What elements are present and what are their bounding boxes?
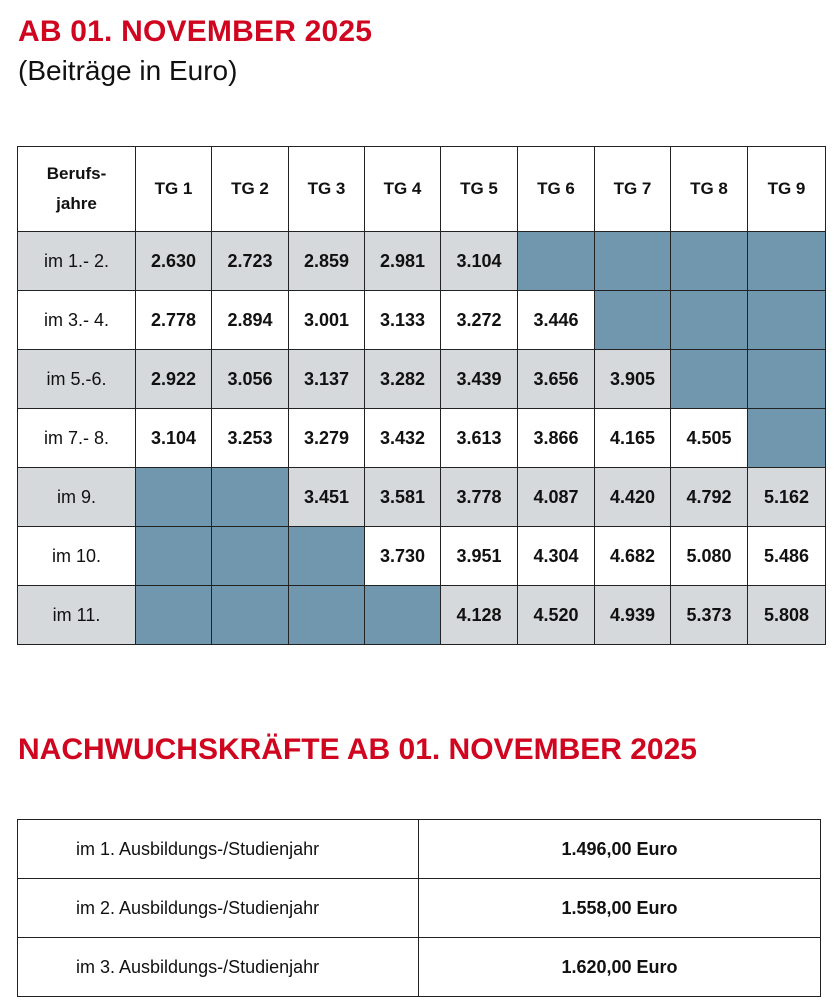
- empty-cell: [365, 586, 441, 645]
- row-label: im 10.: [18, 527, 136, 586]
- header-tg-7: TG 7: [595, 147, 671, 232]
- amount-cell: 2.778: [136, 291, 212, 350]
- amount-cell: 3.613: [441, 409, 518, 468]
- amount-cell: 3.279: [289, 409, 365, 468]
- amount-cell: 4.087: [518, 468, 595, 527]
- header-tg-3: TG 3: [289, 147, 365, 232]
- amount-cell: 3.253: [212, 409, 289, 468]
- empty-cell: [518, 232, 595, 291]
- amount-cell: 4.304: [518, 527, 595, 586]
- amount-cell: 4.520: [518, 586, 595, 645]
- empty-cell: [671, 350, 748, 409]
- amount-cell: 4.939: [595, 586, 671, 645]
- row-label: im 9.: [18, 468, 136, 527]
- empty-cell: [136, 468, 212, 527]
- row-label: im 7.- 8.: [18, 409, 136, 468]
- salary-table: [17, 146, 826, 645]
- trainee-year-label: im 1. Ausbildungs-/Studienjahr: [18, 820, 419, 879]
- amount-cell: 3.446: [518, 291, 595, 350]
- empty-cell: [212, 586, 289, 645]
- amount-cell: 4.505: [671, 409, 748, 468]
- amount-cell: 2.894: [212, 291, 289, 350]
- trainee-amount: 1.620,00 Euro: [419, 938, 821, 997]
- amount-cell: 3.001: [289, 291, 365, 350]
- amount-cell: 3.951: [441, 527, 518, 586]
- amount-cell: 3.272: [441, 291, 518, 350]
- table-row: [18, 350, 826, 409]
- trainee-year-label: im 3. Ausbildungs-/Studienjahr: [18, 938, 419, 997]
- amount-cell: 2.981: [365, 232, 441, 291]
- trainee-table: [17, 819, 821, 997]
- amount-cell: 3.581: [365, 468, 441, 527]
- trainee-year-label: im 2. Ausbildungs-/Studienjahr: [18, 879, 419, 938]
- header-tg-2: TG 2: [212, 147, 289, 232]
- empty-cell: [595, 232, 671, 291]
- amount-cell: 5.373: [671, 586, 748, 645]
- amount-cell: 3.905: [595, 350, 671, 409]
- amount-cell: 2.630: [136, 232, 212, 291]
- empty-cell: [289, 527, 365, 586]
- empty-cell: [212, 527, 289, 586]
- amount-cell: 3.056: [212, 350, 289, 409]
- row-label: im 1.- 2.: [18, 232, 136, 291]
- page-subtitle: (Beiträge in Euro): [18, 55, 238, 86]
- empty-cell: [671, 291, 748, 350]
- header-berufsjahre-line2: jahre: [56, 194, 97, 213]
- page-title: AB 01. NOVEMBER 2025: [18, 15, 373, 48]
- amount-cell: 5.080: [671, 527, 748, 586]
- trainee-amount: 1.496,00 Euro: [419, 820, 821, 879]
- amount-cell: 2.922: [136, 350, 212, 409]
- amount-cell: 2.723: [212, 232, 289, 291]
- amount-cell: 5.486: [748, 527, 826, 586]
- amount-cell: 4.420: [595, 468, 671, 527]
- header-tg-8: TG 8: [671, 147, 748, 232]
- amount-cell: 5.162: [748, 468, 826, 527]
- amount-cell: 3.282: [365, 350, 441, 409]
- header-tg-4: TG 4: [365, 147, 441, 232]
- table-row: [18, 409, 826, 468]
- header-tg-5: TG 5: [441, 147, 518, 232]
- amount-cell: 3.656: [518, 350, 595, 409]
- amount-cell: 3.104: [136, 409, 212, 468]
- amount-cell: 3.432: [365, 409, 441, 468]
- header-tg-9: TG 9: [748, 147, 826, 232]
- row-label: im 11.: [18, 586, 136, 645]
- table-row: [18, 291, 826, 350]
- trainee-table-body: [18, 820, 821, 997]
- row-label: im 3.- 4.: [18, 291, 136, 350]
- trainee-amount: 1.558,00 Euro: [419, 879, 821, 938]
- empty-cell: [136, 586, 212, 645]
- empty-cell: [748, 409, 826, 468]
- table-row: [18, 820, 821, 879]
- amount-cell: 3.137: [289, 350, 365, 409]
- empty-cell: [671, 232, 748, 291]
- header-berufsjahre: [18, 147, 136, 232]
- header-berufsjahre-line1: Berufs-: [46, 164, 107, 183]
- table-row: [18, 527, 826, 586]
- amount-cell: 3.439: [441, 350, 518, 409]
- amount-cell: 3.778: [441, 468, 518, 527]
- table-row: [18, 232, 826, 291]
- empty-cell: [212, 468, 289, 527]
- empty-cell: [748, 232, 826, 291]
- trainee-section-title: NACHWUCHSKRÄFTE AB 01. NOVEMBER 2025: [18, 733, 697, 766]
- amount-cell: 4.682: [595, 527, 671, 586]
- table-row: [18, 468, 826, 527]
- amount-cell: 3.730: [365, 527, 441, 586]
- header-tg-6: TG 6: [518, 147, 595, 232]
- amount-cell: 3.866: [518, 409, 595, 468]
- table-row: [18, 586, 826, 645]
- amount-cell: 4.165: [595, 409, 671, 468]
- table-row: [18, 879, 821, 938]
- header-tg-1: TG 1: [136, 147, 212, 232]
- empty-cell: [748, 350, 826, 409]
- amount-cell: 2.859: [289, 232, 365, 291]
- amount-cell: 4.128: [441, 586, 518, 645]
- amount-cell: 5.808: [748, 586, 826, 645]
- amount-cell: 4.792: [671, 468, 748, 527]
- empty-cell: [595, 291, 671, 350]
- empty-cell: [136, 527, 212, 586]
- empty-cell: [289, 586, 365, 645]
- salary-table-header-row: [18, 147, 826, 232]
- salary-table-body: [18, 232, 826, 645]
- amount-cell: 3.104: [441, 232, 518, 291]
- empty-cell: [748, 291, 826, 350]
- row-label: im 5.-6.: [18, 350, 136, 409]
- amount-cell: 3.133: [365, 291, 441, 350]
- table-row: [18, 938, 821, 997]
- amount-cell: 3.451: [289, 468, 365, 527]
